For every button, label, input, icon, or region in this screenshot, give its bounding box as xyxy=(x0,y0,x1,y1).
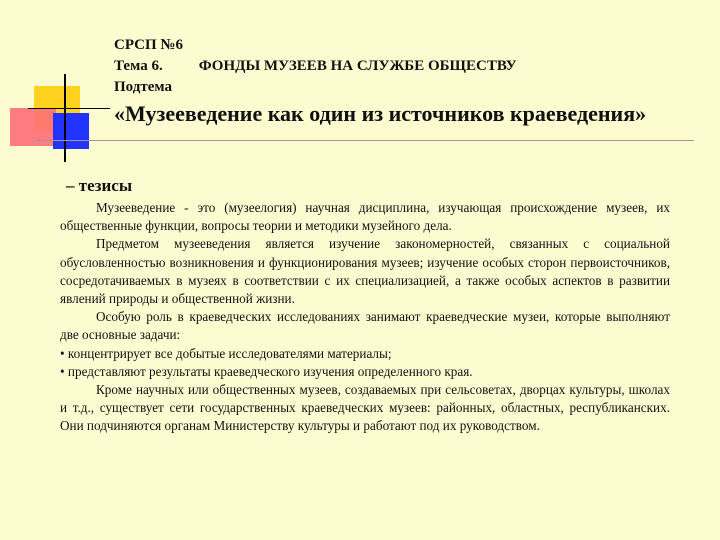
topic-title: ФОНДЫ МУЗЕЕВ НА СЛУЖБЕ ОБЩЕСТВУ xyxy=(198,58,517,74)
decor-horizontal-line xyxy=(28,108,110,109)
body-text xyxy=(60,199,670,436)
paragraph-definition: Музееведение - это (музеелогия) научная дисциплина, изучающая происхождение музеев, их общественные функции, вопросы теории и методики музейного дела. xyxy=(60,200,670,234)
theses-label: – тезисы xyxy=(66,176,133,195)
subtopic-label: Подтема xyxy=(114,79,172,95)
decor-blue-square xyxy=(53,113,89,149)
topic-label: Тема 6. xyxy=(114,58,163,74)
bullet-item: • представляют результаты краеведческого изучения определенного края. xyxy=(60,363,473,379)
bullet-item: • концентрирует все добытые исследователями материалы; xyxy=(60,345,392,361)
slide-header xyxy=(114,35,517,98)
paragraph-subject: Предметом музееведения является изучение закономерностей, связанных с социальной обусловленностью возникновения и функционирования музеев; изучение особых сторон первоисточников, сосредотачиваемых в музеях в соответствии с их специализацией, а также особых аспектов в развитии явлений природы и общественной жизни. xyxy=(60,236,670,307)
slide-subtitle: «Музееведение как один из источников краеведения» xyxy=(114,101,647,126)
paragraph-network: Кроме научных или общественных музеев, создаваемых при сельсоветах, дворцах культуры, школах и т.д., существует сети государственных краеведческих музеев: районных, областных, республиканских. Они подчиняются органам Министерству культуры и работают под их руководством. xyxy=(60,382,670,434)
header-topic-row xyxy=(114,56,517,77)
paragraph-role: Особую роль в краеведческих исследованиях занимают краеведческие музеи, которые выполняют две основные задачи: xyxy=(60,309,670,343)
decor-vertical-line xyxy=(64,74,66,162)
header-code: СРСП №6 xyxy=(114,37,184,53)
title-underline xyxy=(34,140,694,141)
